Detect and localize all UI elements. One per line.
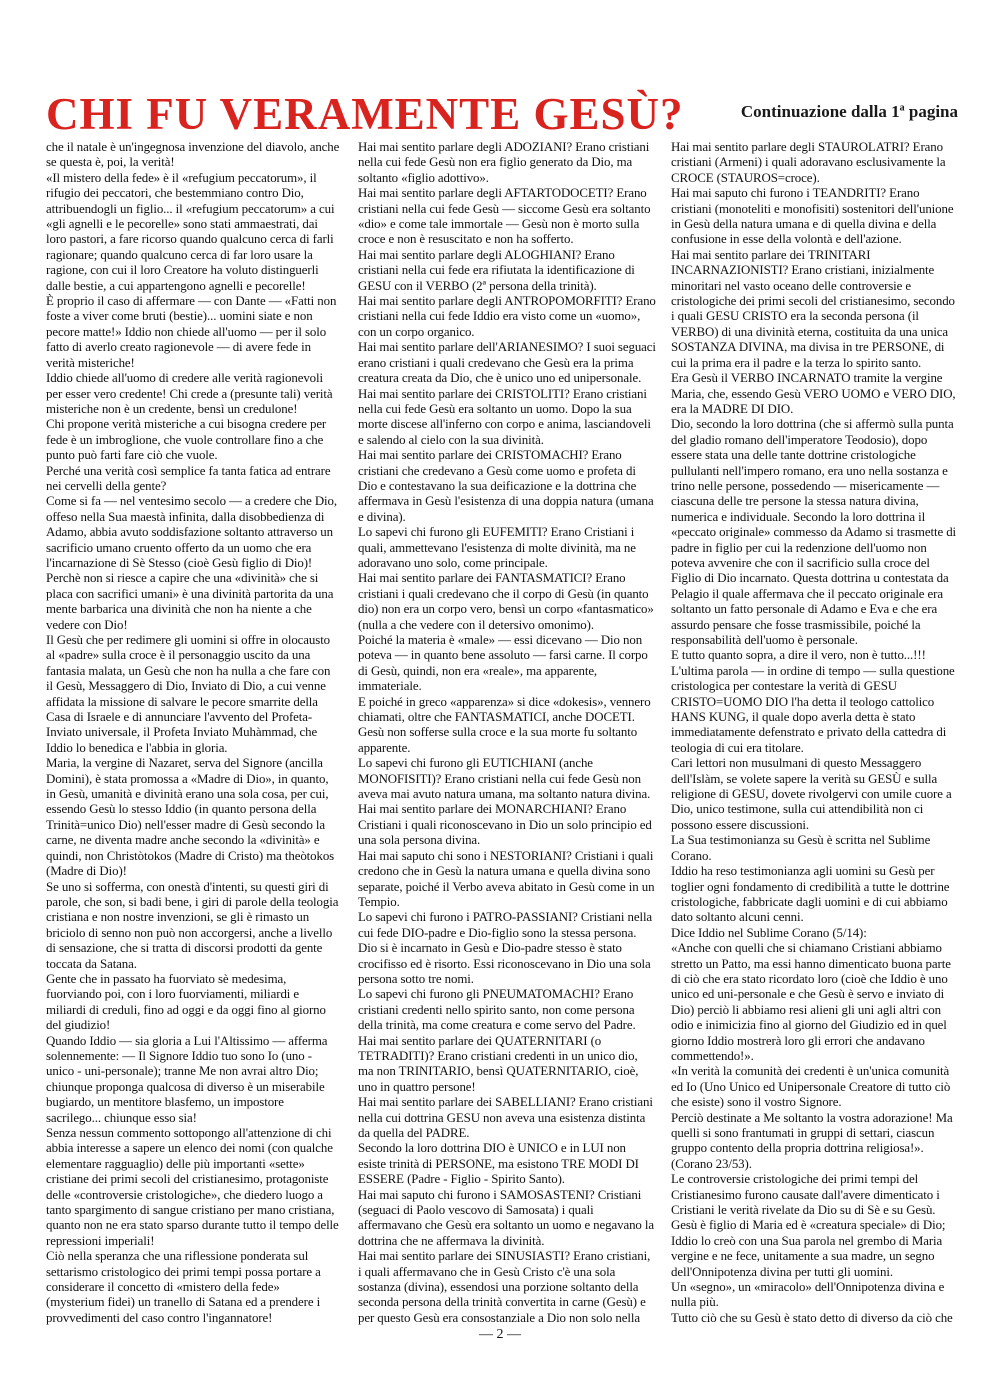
paragraph: Chi propone verità misteriche a cui bisogna credere per fede è un imbroglione, che vuole controllare fino a che punto può farti fare ciò che vuole.	[46, 417, 327, 463]
continuation-note	[741, 100, 958, 124]
paragraph: L'ultima parola — in ordine di tempo — sulla questione cristologica per contestare la verità di GESU CRISTO=UOMO DIO l'ha detta il teologo cattolico HANS KUNG, il quale dopo averla detta è stato immediatamente defenstrato e privato della cattedra di teologia di cui era titolare.	[671, 663, 955, 755]
paragraph: E poiché in greco «apparenza» si dice «dokesis», vennero chiamati, oltre che FANTASMATICI, anche DOCETI.	[358, 694, 651, 725]
page-number: — 2 —	[479, 1327, 521, 1342]
paragraph: Secondo la loro dottrina DIO è UNICO e in LUI non esiste trinità di PERSONE, ma esistono TRE MODI DI ESSERE (Padre - Figlio - Spirito Santo).	[358, 1141, 639, 1187]
paragraph: La Sua testimonianza su Gesù è scritta nel Sublime Corano.	[671, 833, 931, 863]
paragraph: Iddio ha reso testimonianza agli uomini su Gesù per toglier ogni fondamento di credibilità a tutte le dottrine cristologiche, fabbricate dagli uomini e di cui abbiamo dato soltanto alcuni cenni.	[671, 864, 950, 925]
paragraph: Come si fa — nel ventesimo secolo — a credere che Dio, offeso nella Sua maestà infinita, dalla disobbedienza di Adamo, abbia avuto soddisfazione soltanto attraverso un sacrificio umano cruento offerto da un uomo che era l'incarnazione di Sè Stesso (cioè Gesù figlio di Dio)!	[46, 494, 337, 570]
paragraph: Hai mai sentito parlare dei CRISTOMACHI? Erano cristiani che credevano a Gesù come uomo e profeta di Dio e contestavano la sua deificazione e la dottrina che affermava in Gesù l'esistenza di una doppia natura (umana e divina).	[358, 448, 654, 524]
paragraph: Perciò destinate a Me soltanto la vostra adorazione! Ma quelli si sono frantumati in gruppi di settari, ciascun gruppo contento della propria dottrina religiosa!». (Corano 23/53).	[671, 1110, 953, 1171]
continuation-note-superscript: a	[899, 102, 905, 114]
text-column-3	[671, 140, 959, 1325]
paragraph: Il Gesù che per redimere gli uomini si offre in olocausto al «padre» sulla croce è il personaggio uscito da una fantasia malata, un Gesù che non ha nulla a che fare con il Gesù, Messaggero di Dio, Inviato di Dio, a cui venne affidata la missione di salvare le pecore smarrite della Casa di Israele e di annunciare l'avvento del Profeta-Inviato universale, il Profeta Inviato Muhàmmad, che Iddio lo benedica e l'abbia in gloria.	[46, 633, 331, 755]
paragraph: «Anche con quelli che si chiamano Cristiani abbiamo stretto un Patto, ma essi hanno dimenticato buona parte di ciò che era stato ricordato loro (cioè che Iddio è uno unico ed uni-personale e che Gesù è servo e inviato di Dio) perciò li abbiamo resi alieni gli uni agli altri con odio e inimicizia fino al giorno del Giudizio ed in quel giorno Iddio mostrerà loro gli errori che andavano commettendo!».	[671, 941, 951, 1063]
paragraph: È proprio il caso di affermare — con Dante — «Fatti non foste a viver come bruti (bestie)... uomini siate e non pecore matte!» Iddio non chiede all'uomo — per il solo fatto di averlo creato ragionevole — di avere fede in verità misteriche!	[46, 294, 337, 370]
paragraph: Dice Iddio nel Sublime Corano (5/14):	[671, 925, 867, 940]
paragraph: Hai mai sentito parlare dei TRINITARI INCARNAZIONISTI? Erano cristiani, inizialmente minoritari nel vasto oceano delle controversie e cristologiche dei primi secoli del cristianesimo, secondo i quali GESU CRISTO era la seconda persona (il VERBO) di una divinità eterna, costituita da una unica SOSTANZA DIVINA, ma divisa in tre PERSONE, di cui la prima era il padre e la terza lo spirito santo.	[671, 247, 955, 370]
paragraph: Hai mai sentito parlare dei FANTASMATICI? Erano cristiani i quali credevano che il corpo di Gesù (in quanto dio) non era un corpo vero, bensì un corpo «fantasmatico» (nulla a che vedere con il detersivo omonimo).	[358, 571, 654, 632]
paragraph: Hai mai sentito parlare dei SABELLIANI? Erano cristiani nella cui dottrina GESU non aveva una esistenza distinta da quella del PADRE.	[358, 1095, 653, 1140]
paragraph: Hai mai saputo chi sono i NESTORIANI? Cristiani i quali credono che in Gesù la natura umana e quella divina sono separate, poiché il Verbo aveva abitato in Gesù come in un Tempio.	[358, 848, 655, 909]
paragraph: Quando Iddio — sia gloria a Lui l'Altissimo — afferma solennemente: — Il Signore Iddio tuo sono Io (uno - unico - uni-personale); tranne Me non avrai altro Dio; chiunque proponga qualcosa di diverso è un miserabile bugiardo, un mentitore blasfemo, un impostore sacrilego... chiunque esso sia!	[46, 1033, 328, 1125]
paragraph: Gente che in passato ha fuorviato sè medesima, fuorviando poi, con i loro fuorviamenti, miliardi e miliardi di creduli, fino ad oggi e da oggi fino al giorno del giudizio!	[46, 971, 326, 1033]
paragraph: Le controversie cristologiche dei primi tempi del Cristianesimo furono causate dall'avere dimenticato i Cristiani le verità rivelate da Dio su di Sè e su Gesù.	[671, 1172, 940, 1218]
paragraph: Hai mai sentito parlare dei SINUSIASTI? Erano cristiani, i quali affermavano che in Gesù Cristo c'è una sola sostanza (divina), essendosi una porzione soltanto della seconda persona della trinità convertita in carne (Gesù) e per questo Gesù era consostanziale a Dio non solo nella	[358, 1249, 651, 1325]
paragraph: Hai mai sentito parlare degli ALOGHIANI? Erano cristiani nella cui fede era rifiutata la identificazione di GESU con il VERBO (2ª persona della trinità).	[358, 247, 635, 293]
paragraph: Hai mai sentito parlare dell'ARIANESIMO? I suoi seguaci erano cristiani i quali credevano che Gesù era la prima creatura creata da Dio, che è unico uno ed unipersonale.	[358, 340, 656, 386]
paragraph: Perchè non si riesce a capire che una «divinità» che si placa con sacrifici umani» è una divinità partorita da una mente barbarica una divinità che non ha niente a che vedere con Dio!	[46, 571, 334, 632]
paragraph: Hai mai sentito parlare dei CRISTOLITI? Erano cristiani nella cui fede Gesù era soltanto un uomo. Dopo la sua morte discese all'inferno con corpo e anima, lasciandoveli e salendo al cielo con la sua divinità.	[358, 386, 651, 447]
paragraph: Iddio chiede all'uomo di credere alle verità ragionevoli per esser vero credente! Chi crede a (presunte tali) verità misteriche non è un credente, bensì un credulone!	[46, 371, 333, 416]
paragraph: Gesù è figlio di Maria ed è «creatura speciale» di Dio; Iddio lo creò con una Sua parola nel grembo di Maria vergine e ne fece, unitamente a sua madre, un segno dell'Onnipotenza divina per tutti gli uomini.	[671, 1218, 946, 1279]
paragraph: Hai mai sentito parlare dei MONARCHIANI? Erano Cristiani i quali riconoscevano in Dio un solo principio ed una sola persona divina.	[358, 802, 652, 848]
paragraph: Senza nessun commento sottopongo all'attenzione di chi abbia interesse a sapere un elenco dei nomi (con qualche elementare ragguaglio) delle più importanti «sette» cristiane dei primi secoli del cristianesimo, protagoniste delle «controversie cristologiche», che diedero luogo a tanto spargimento di sangue cristiano per mano cristiana, quanto non ne era stato sparso durante tutto il tempo delle repressioni imperiali!	[46, 1126, 339, 1248]
paragraph: Cari lettori non musulmani di questo Messaggero dell'Islàm, se volete sapere la verità su GESÙ e sulla religione di GESU, dovete rivolgervi con umile cuore a Dio, unico testimone, sulla cui attendibilità non ci possono essere discussioni.	[671, 756, 952, 832]
paragraph: Ciò nella speranza che una riflessione ponderata sul settarismo cristologico dei primi tempi possa portare a considerare il concetto di «mistero della fede» (mysterium fidei) un tranello di Satana ed a prendere i provvedimenti del caso contro l'ingannatore!	[46, 1249, 321, 1325]
text-column-2	[358, 140, 656, 1325]
paragraph: Lo sapevi chi furono i PATRO-PASSIANI? Cristiani nella cui fede DIO-padre e Dio-figlio sono la stessa persona. Dio si è incarnato in Gesù e Dio-padre stesso è stato crocifisso ed è risorto. Essi riconoscevano in Dio una sola persona sotto tre nomi.	[358, 910, 653, 986]
paragraph: Hai mai sentito parlare degli AFTARTODOCETI? Erano cristiani nella cui fede Gesù — siccome Gesù era soltanto «dio» e come tale immortale — Gesù non è morto sulla croce e non è resuscitato e non ha sofferto.	[358, 186, 651, 247]
paragraph: E tutto quanto sopra, a dire il vero, non è tutto...!!!	[671, 648, 926, 663]
paragraph: Lo sapevi chi furono gli EUFEMITI? Erano Cristiani i quali, ammettevano l'esistenza di molte divinità, ma ne adoravano uno solo, come principale.	[358, 525, 636, 570]
paragraph: Un «segno», un «miracolo» dell'Onnipotenza divina e nulla più.	[671, 1280, 945, 1310]
paragraph: «Il mistero della fede» è il «refugium peccatorum», il rifugio dei peccatori, che bestemmiano contro Dio, attribuendogli un figlio... il «refugium peccatorum» a cui «gli agnelli e le pecorelle» sono stati ammaestrati, dai loro pastori, a fare ricorso quando qualcuno cerca di farli ragionare; quando qualcuno cerca di far loro usare la ragione, con cui il loro Creatore ha voluto distinguerli dalle bestie, a cui appartengono agnelli e pecorelle!	[46, 170, 335, 293]
paragraph: Hai mai saputo chi furono i SAMOSASTENI? Cristiani (seguaci di Paolo vescovo di Samosata) i quali affermavano che Gesù era soltanto un uomo e negavano la dottrina che ne affermava la divinità.	[358, 1187, 655, 1248]
paragraph: Dio, secondo la loro dottrina (che si affermò sulla punta del gladio romano dell'imperatore Teodosio), dopo essere stata una delle tante dottrine cristologiche pullulanti nell'impero romano, era uno nella sostanza e trino nelle persone, possedendo — misericamente — ciascuna delle tre persone la stessa natura divina, numerica e individuale. Secondo la loro dottrina il «peccato originale» commesso da Adamo si trasmette di padre in figlio per cui la redenzione dell'uomo non poteva avvenire che con il sacrificio sulla croce del Figlio di Dio incarnato. Questa dottrina u contestata da Pelagio il quale affermava che il peccato originale era soltanto un fatto personale di Adamo e Eva e che era assurdo pensare che fosse trasmissibile, poiché la responsabilità dell'uomo è personale.	[671, 417, 957, 647]
paragraph: Se uno si sofferma, con onestà d'intenti, su questi giri di parole, che son, si badi bene, i giri di parole della teologia cristiana e non nostre invenzioni, se gli è rimasto un briciolo di senno non può non accorgersi, anche a livello di sensazione, che si tratta di discorsi prodotti da gente toccata da Satana.	[46, 879, 339, 971]
paragraph: che il natale è un'ingegnosa invenzione del diavolo, anche se questa è, poi, la verità!	[46, 140, 340, 170]
paragraph: Era Gesù il VERBO INCARNATO tramite la vergine Maria, che, essendo Gesù VERO UOMO e VERO DIO, era la MADRE DI DIO.	[671, 371, 956, 416]
paragraph: Hai mai sentito parlare degli STAUROLATRI? Erano cristiani (Armeni) i quali adoravano esclusivamente la CROCE (STAUROS=croce).	[671, 140, 946, 185]
page-header	[46, 86, 958, 142]
paragraph: «In verità la comunità dei credenti è un'unica comunità ed Io (Uno Unico ed Unipersonale Creatore di tutto ciò che esiste) sono il vostro Signore.	[671, 1064, 951, 1110]
paragraph: Lo sapevi chi furono gli PNEUMATOMACHI? Erano cristiani credenti nello spirito santo, non come persona della trinità, ma come creatura e come servo del Padre.	[358, 987, 636, 1033]
paragraph: Tutto ciò che su Gesù è stato detto di diverso da ciò che	[671, 1310, 953, 1325]
paragraph: Hai mai saputo chi furono i TEANDRITI? Erano cristiani (monoteliti e monofisiti) sostenitori dell'unione in Gesù della natura umana e di quella divina e della confusione in esse della volontà e dell'azione.	[671, 186, 954, 247]
article-title: CHI FU VERAMENTE GESÙ?	[46, 89, 684, 139]
paragraph: Lo sapevi chi furono gli EUTICHIANI (anche MONOFISITI)? Erano cristiani nella cui fede Gesù non aveva mai avuto natura umana, ma soltanto natura divina.	[358, 756, 651, 802]
text-column-1	[46, 140, 340, 1325]
paragraph: Gesù non sofferse sulla croce e la sua morte fu soltanto apparente.	[358, 725, 638, 755]
paragraph: Perché una verità così semplice fa tanta fatica ad entrare nei cervelli della gente?	[46, 463, 331, 493]
paragraph: Maria, la vergine di Nazaret, serva del Signore (ancilla Domini), è stata promossa a «Madre di Dio», in quanto, in Gesù, umanità e divinità erano una sola cosa, per cui, essendo Gesù lo stesso Iddio (in quanto persona della Trinità=unico Dio) nell'esser madre di Gesù secondo la carne, ne diventa madre anche secondo la «divinità» e quindi, non Christòtokos (Madre di Cristo) ma theòtokos (Madre di Dio)!	[46, 756, 335, 879]
paragraph: Poiché la materia è «male» — essi dicevano — Dio non poteva — in quanto bene assoluto — farsi carne. Il corpo di Gesù, quindi, non era «reale», ma apparente, immateriale.	[358, 633, 648, 694]
continuation-note-end: pagina	[904, 102, 958, 121]
continuation-note-text: Continuazione dalla 1	[740, 102, 900, 121]
paragraph: Hai mai sentito parlare degli ADOZIANI? Erano cristiani nella cui fede Gesù non era figlio generato da Dio, ma soltanto «figlio adottivo».	[358, 140, 650, 185]
paragraph: Hai mai sentito parlare degli ANTROPOMORFITI? Erano cristiani nella cui fede Iddio era visto come un «uomo», con un corpo organico.	[358, 294, 656, 339]
paragraph: Hai mai sentito parlare dei QUATERNITARI (o TETRADITI)? Erano cristiani credenti in un unico dio, ma non TRINITARIO, bensì QUATERNITARIO, cioè, uno in quattro persone!	[358, 1033, 639, 1094]
